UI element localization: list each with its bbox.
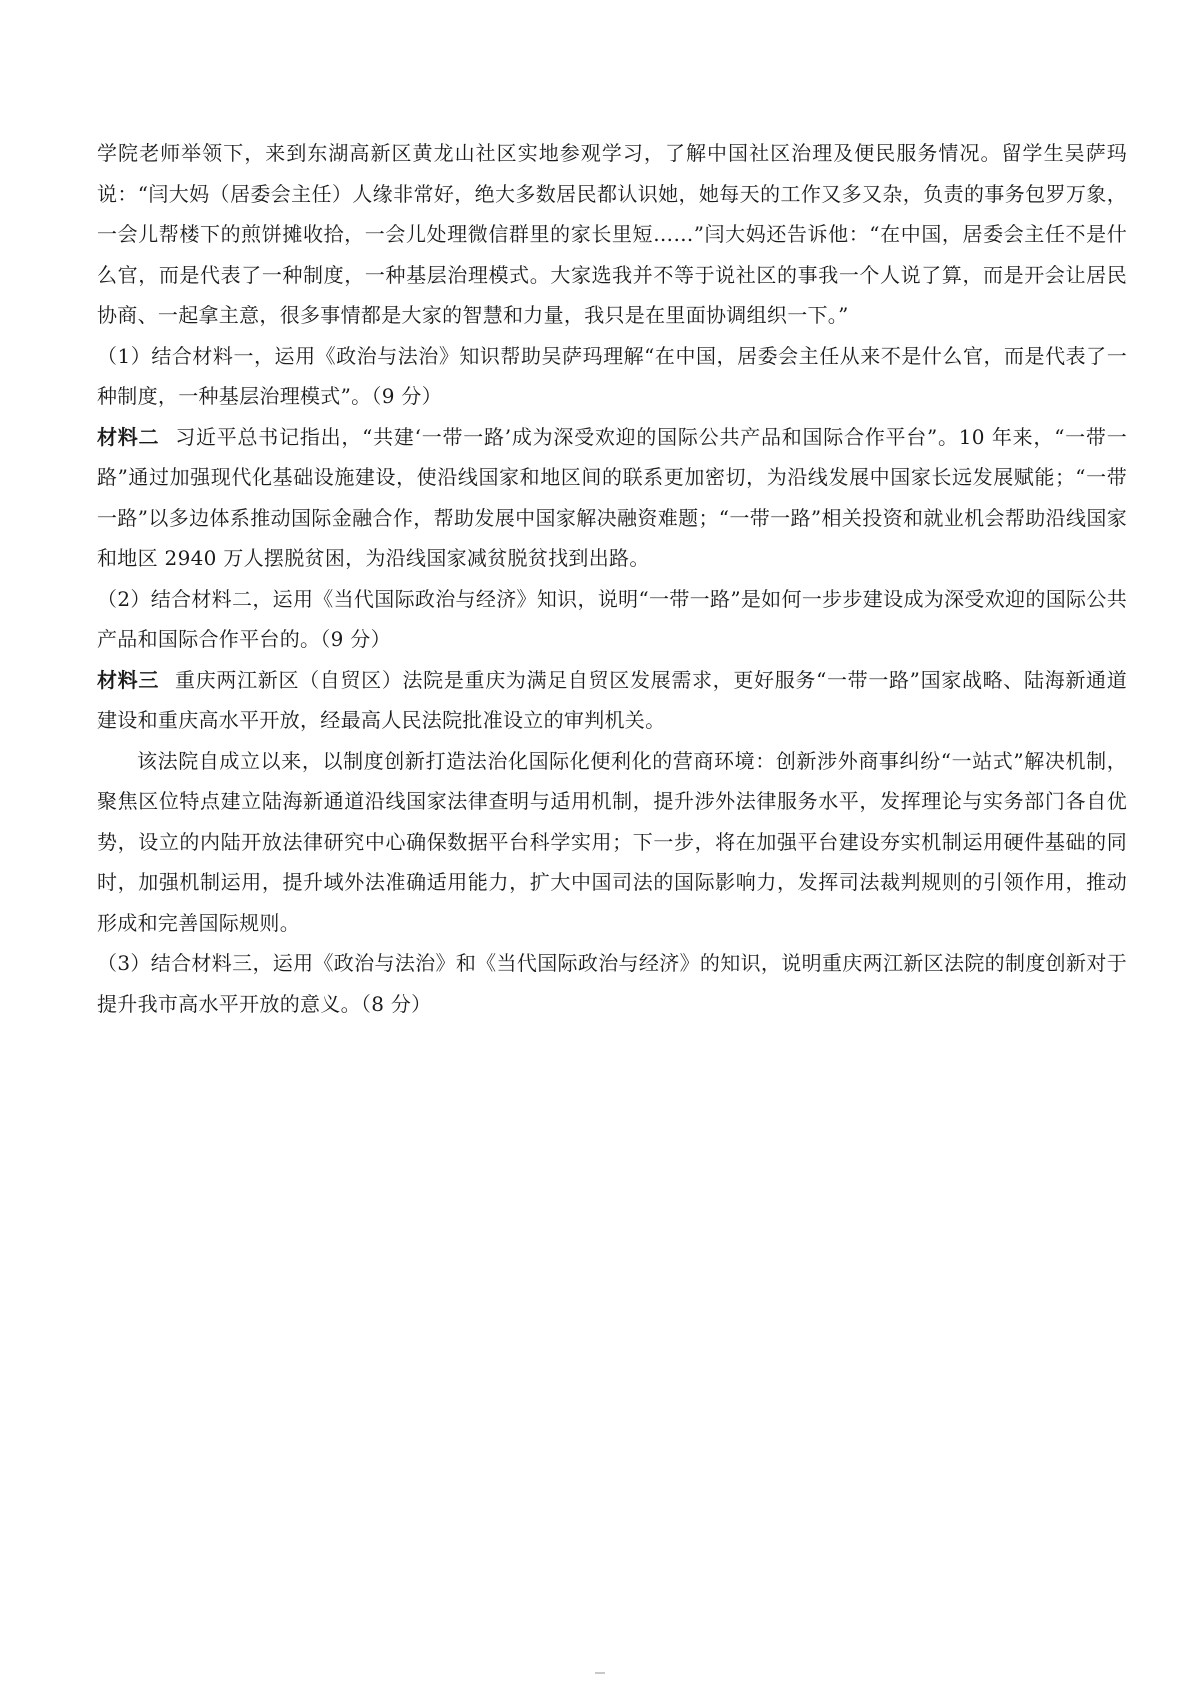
material1-continuation: 学院老师举领下，来到东湖高新区黄龙山社区实地参观学习，了解中国社区治理及便民服务情况。留学生吴萨玛说：“闫大妈（居委会主任）人缘非常好，绝大多数居民都认识她，她每天的工作又多又杂，负责的事务包罗万象，一会儿帮楼下的煎饼摊收拾，一会儿处理微信群里的家长里短……”闫大妈还告诉他：“在中国，居委会主任不是什么官，而是代表了一种制度，一种基层治理模式。大家选我并不等于说社区的事我一个人说了算，而是开会让居民协商、一起拿主意，很多事情都是大家的智慧和力量，我只是在里面协调组织一下。” (97, 141, 1127, 327)
page-footer-mark (595, 1672, 605, 1674)
material2-label: 材料二 (97, 424, 160, 449)
question-2: （2）结合材料二，运用《当代国际政治与经济》知识，说明“一带一路”是如何一步步建设成为深受欢迎的国际公共产品和国际合作平台的。（9 分） (97, 586, 1127, 651)
material2-block (97, 417, 1127, 579)
exam-page-content (97, 133, 1127, 1024)
material3-paragraph-2: 该法院自成立以来，以制度创新打造法治化国际化便利化的营商环境：创新涉外商事纠纷“一站式”解决机制，聚焦区位特点建立陆海新通道沿线国家法律查明与适用机制，提升涉外法律服务水平，发挥理论与实务部门各自优势，设立的内陆开放法律研究中心确保数据平台科学实用；下一步，将在加强平台建设夯实机制运用硬件基础的同时，加强机制运用，提升域外法准确适用能力，扩大中国司法的国际影响力，发挥司法裁判规则的引领作用，推动形成和完善国际规则。 (97, 748, 1127, 935)
material3-label: 材料三 (97, 667, 160, 692)
question-1: （1）结合材料一，运用《政治与法治》知识帮助吴萨玛理解“在中国，居委会主任从来不是什么官，而是代表了一种制度，一种基层治理模式”。（9 分） (97, 343, 1127, 408)
material3-text: 重庆两江新区（自贸区）法院是重庆为满足自贸区发展需求，更好服务“一带一路”国家战略、陆海新通道建设和重庆高水平开放，经最高人民法院批准设立的审判机关。 (97, 667, 1127, 732)
material2-text: 习近平总书记指出，“共建‘一带一路’成为深受欢迎的国际公共产品和国际合作平台”。10 年来，“一带一路”通过加强现代化基础设施建设，使沿线国家和地区间的联系更加密切，为沿线发展中国家长远发展赋能；“一带一路”以多边体系推动国际金融合作，帮助发展中国家解决融资难题；“一带一路”相关投资和就业机会帮助沿线国家和地区 2940 万人摆脱贫困，为沿线国家减贫脱贫找到出路。 (97, 424, 1127, 570)
question-3: （3）结合材料三，运用《政治与法治》和《当代国际政治与经济》的知识，说明重庆两江新区法院的制度创新对于提升我市高水平开放的意义。（8 分） (97, 951, 1127, 1016)
material3-block (97, 660, 1127, 741)
